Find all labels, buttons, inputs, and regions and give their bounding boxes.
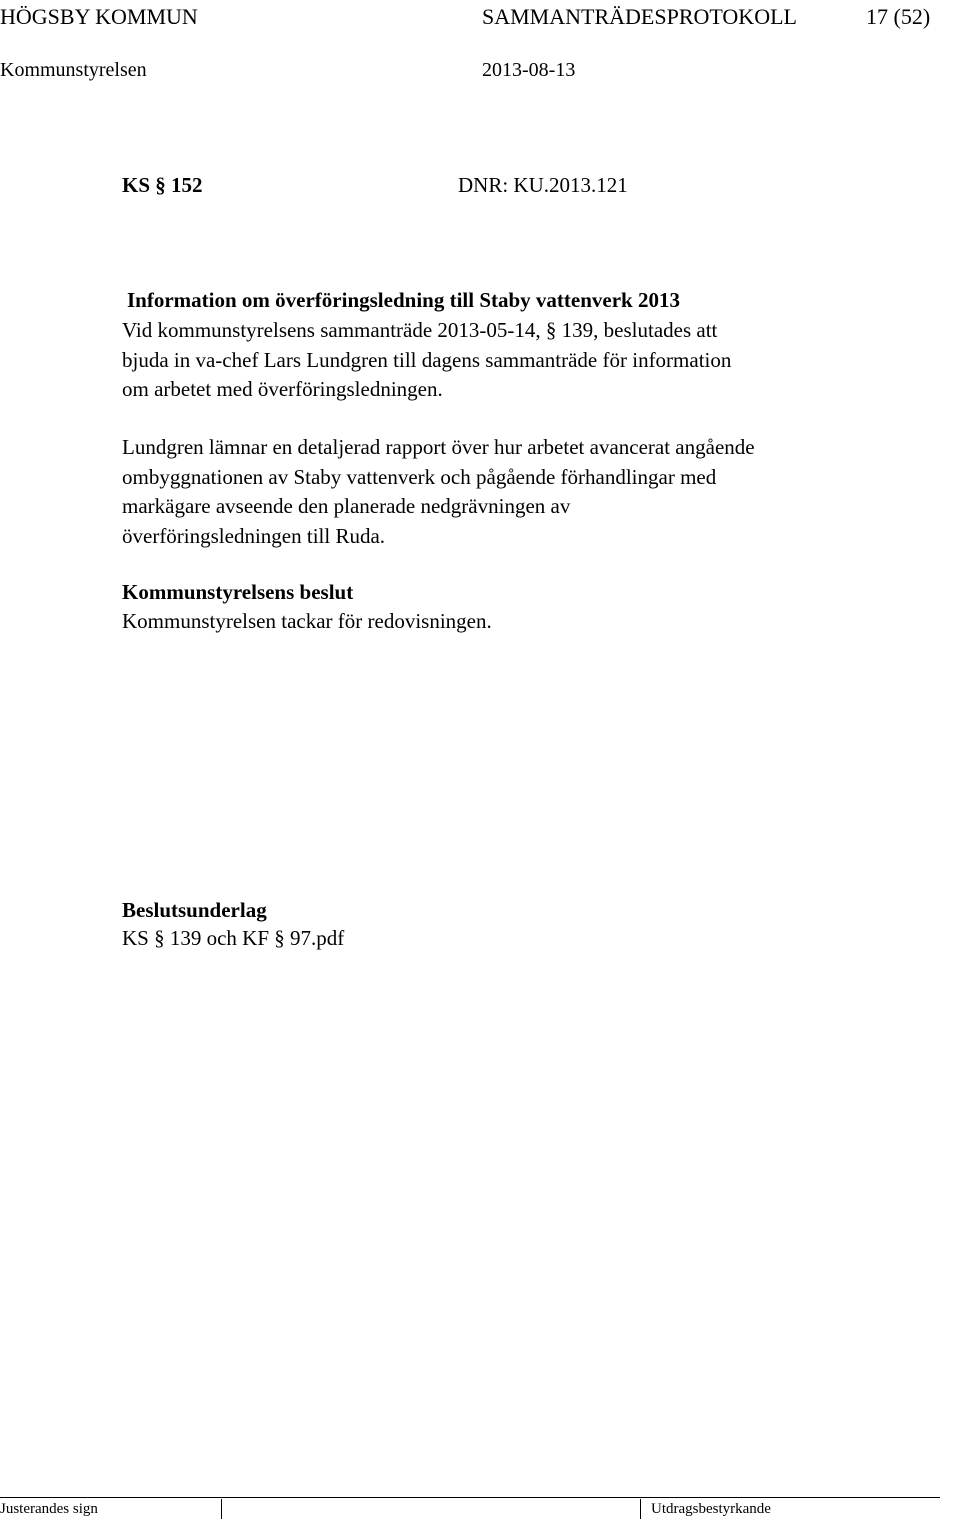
utdragsbestyrkande-label: Utdragsbestyrkande <box>651 1501 771 1517</box>
report-line: ombyggnationen av Staby vattenverk och pågående förhandlingar med <box>122 464 717 489</box>
committee-name: Kommunstyrelsen <box>0 59 147 81</box>
report-line: markägare avseende den planerade nedgrävningen av <box>122 494 571 518</box>
justerandes-sign-label: Justerandes sign <box>0 1501 98 1517</box>
decision-heading: Kommunstyrelsens beslut <box>122 580 354 604</box>
decision-text: Kommunstyrelsen tackar för redovisningen. <box>122 609 492 633</box>
report-line: överföringsledningen till Ruda. <box>122 523 386 548</box>
case-number: KS § 152 <box>122 173 203 197</box>
intro-paragraph <box>122 316 882 405</box>
item-title: Information om överföringsledning till Staby vattenverk 2013 <box>127 288 680 312</box>
meeting-date: 2013-08-13 <box>482 59 576 81</box>
footer-divider <box>0 1497 940 1498</box>
organization-name: HÖGSBY KOMMUN <box>0 4 198 29</box>
report-line: Lundgren lämnar en detaljerad rapport över hur arbetet avancerat angående <box>122 435 755 459</box>
registration-number: DNR: KU.2013.121 <box>458 173 628 197</box>
basis-attachment: KS § 139 och KF § 97.pdf <box>122 926 345 950</box>
basis-heading: Beslutsunderlag <box>122 898 267 922</box>
signature-box-left <box>221 1499 222 1519</box>
document-type: SAMMANTRÄDESPROTOKOLL <box>482 4 797 29</box>
intro-line: Vid kommunstyrelsens sammanträde 2013-05-14, § 139, beslutades att <box>122 318 718 342</box>
page-number: 17 (52) <box>866 4 931 29</box>
signature-box-right <box>640 1499 641 1519</box>
intro-line: om arbetet med överföringsledningen. <box>122 377 443 401</box>
report-paragraph <box>122 433 882 551</box>
intro-line: bjuda in va-chef Lars Lundgren till dagens sammanträde för information <box>122 347 732 372</box>
